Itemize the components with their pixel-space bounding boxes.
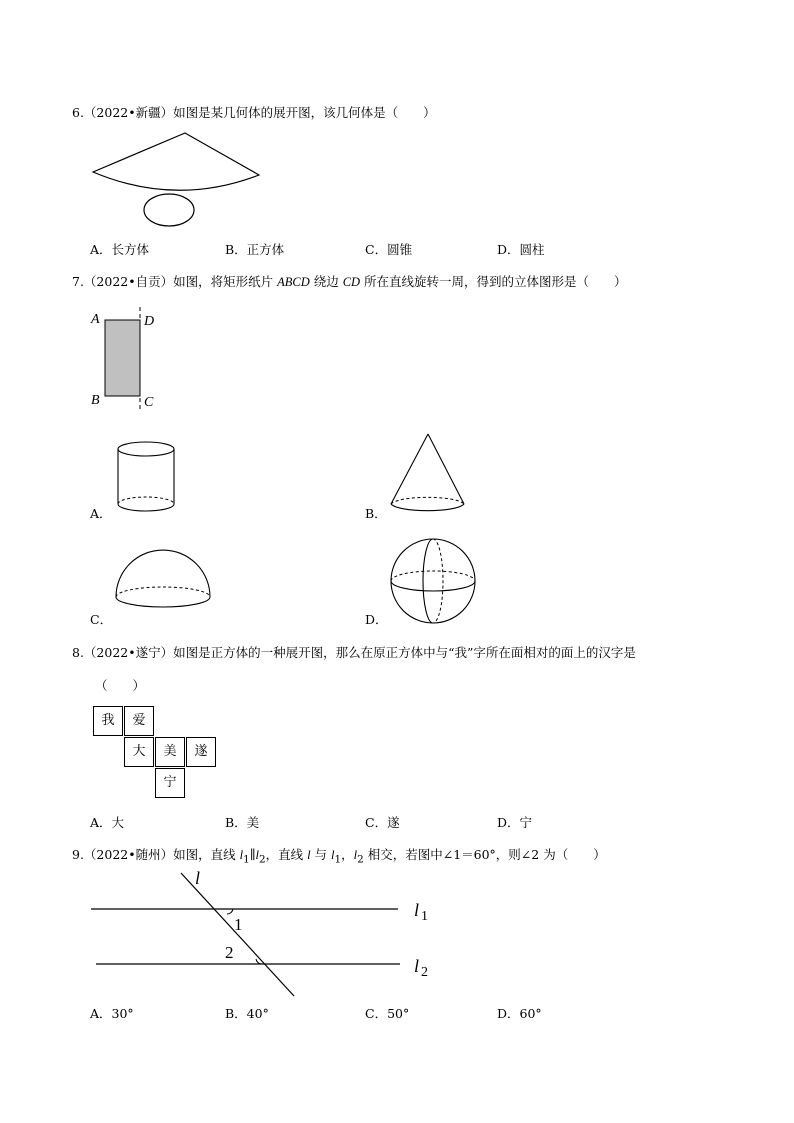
q9-option-a[interactable]: A．30° — [90, 1006, 134, 1021]
q6-option-a[interactable]: A．长方体 — [90, 242, 150, 257]
q8-option-c[interactable]: C．遂 — [365, 815, 400, 830]
q9-option-d[interactable]: D．60° — [497, 1006, 542, 1021]
net-cell-wo: 我 — [93, 706, 123, 736]
hemisphere-figure — [113, 545, 213, 615]
q8-option-a[interactable]: A．大 — [90, 815, 125, 830]
label-angle1: 1 — [234, 915, 243, 934]
q7-option-c[interactable]: C． — [90, 612, 113, 627]
q9-option-b[interactable]: B．40° — [225, 1006, 269, 1021]
sphere-figure — [388, 537, 478, 627]
label-l1: l $_1$ — [414, 900, 429, 924]
cylinder-figure — [115, 440, 180, 515]
label-c: C — [144, 395, 154, 410]
q9-stem: 9.（2022•随州）如图，直线 $l_1\parallel l_2$，直线 l 与 $l_1$，$l_2$ 相交，若图中∠1＝60°，则∠2 为（ ） — [72, 847, 606, 866]
label-l: l — [195, 868, 201, 888]
shaded-rectangle — [105, 320, 140, 396]
net-cell-ai: 爱 — [124, 706, 154, 736]
base-circle — [144, 194, 194, 226]
cone-figure — [388, 432, 468, 517]
net-cell-da: 大 — [124, 737, 154, 767]
sector-shape — [93, 133, 259, 190]
q6-option-c[interactable]: C．圆锥 — [365, 242, 413, 257]
q8-option-d[interactable]: D．宁 — [497, 815, 533, 830]
q7-option-a[interactable]: A． — [90, 506, 112, 521]
q7-stem: 7.（2022•自贡）如图，将矩形纸片 ABCD 绕边 CD 所在直线旋转一周，得到的立体图形是（ ） — [72, 274, 627, 289]
q8-option-b[interactable]: B．美 — [225, 815, 260, 830]
q7-rectangle-figure — [88, 305, 168, 415]
q6-stem: 6.（2022•新疆）如图是某几何体的展开图，该几何体是（ ） — [72, 105, 436, 120]
q8-paren: （ ） — [95, 678, 146, 693]
q9-option-c[interactable]: C．50° — [365, 1006, 410, 1021]
label-l2: l $_2$ — [414, 956, 429, 980]
label-b: B — [91, 393, 100, 408]
label-d: D — [144, 314, 155, 329]
q6-option-d[interactable]: D．圆柱 — [497, 242, 545, 257]
q7-option-b[interactable]: B． — [365, 506, 387, 521]
q6-option-b[interactable]: B．正方体 — [225, 242, 285, 257]
q9-parallel-lines-figure — [88, 868, 448, 998]
q6-net-figure — [90, 132, 265, 232]
label-angle2: 2 — [225, 943, 234, 962]
transversal-l — [181, 873, 294, 996]
net-cell-sui: 遂 — [186, 737, 216, 767]
angle1-arc — [227, 909, 233, 914]
q7-option-d[interactable]: D． — [365, 612, 388, 627]
label-a: A — [91, 312, 100, 327]
q8-stem: 8.（2022•遂宁）如图是正方体的一种展开图，那么在原正方体中与“我”字所在面相对的面上的汉字是 — [72, 645, 636, 660]
net-cell-ning: 宁 — [155, 768, 185, 798]
net-cell-mei: 美 — [155, 737, 185, 767]
